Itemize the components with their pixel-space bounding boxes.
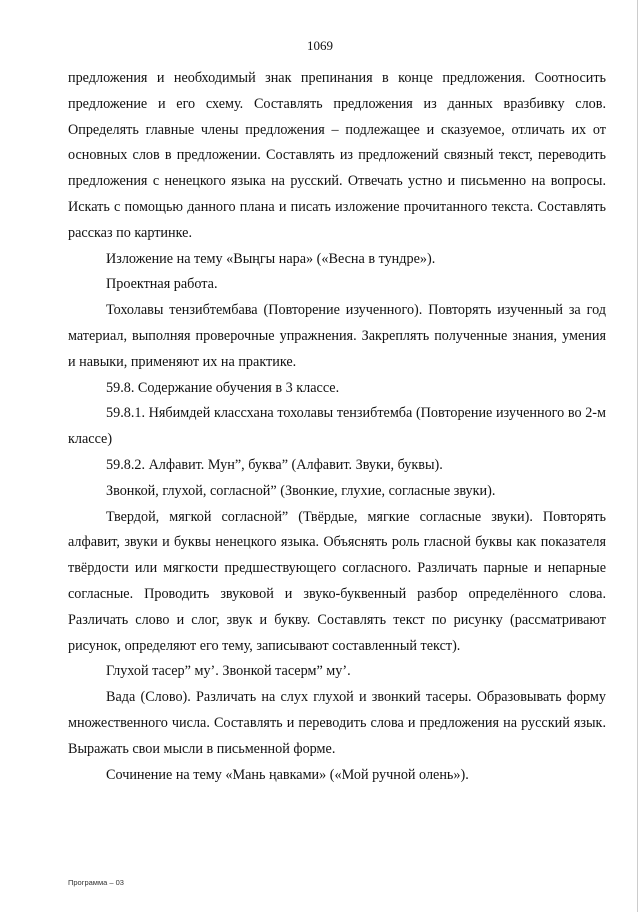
section-heading-59-8-2: 59.8.2. Алфавит. Мун”, буква” (Алфавит. Звуки, буквы). [106,456,443,473]
document-body [68,66,606,788]
page-footer: Программа – 03 [68,878,124,887]
paragraph-review: Тохолавы тензибтембава (Повторение изученного). Повторять изученный за год материал, выполняя проверочные упражнения. Закреплять полученные знания, умения и навыки, применяют их на практике. [68,302,606,370]
page-edge [637,0,638,912]
paragraph-project-work: Проектная работа. [106,276,218,293]
paragraph-hard-soft: Твердой, мягкой согласной” (Твёрдые, мягкие согласные звуки). Повторять алфавит, звуки и буквы ненецкого языка. Объяснять роль гласной буквы как показателя твёрдости или мягкости предшествующего согласного. Различать парные и непарные согласные. Проводить звуковой и звуко-буквенный разбор определённого слова. Различать слово и слог, звук и букву. Составлять текст по рисунку (рассматривают рисунок, определяют его тему, записывают составленный текст). [68,508,606,654]
paragraph-continuation: предложения и необходимый знак препинания в конце предложения. Соотносить предложение и его схему. Составлять предложения из данных вразбивку слов. Определять главные члены предложения – подлежащее и сказуемое, отличать их от основных слов в предложении. Составлять из предложений связный текст, переводить предложения с ненецкого языка на русский. Отвечать устно и письменно на вопросы. Искать с помощью данного плана и писать изложение прочитанного текста. Составлять рассказ по картинке. [68,70,606,241]
paragraph-word: Вада (Слово). Различать на слух глухой и звонкий тасеры. Образовывать форму множественного числа. Составлять и переводить слова и предложения на русский язык. Выражать свои мысли в письменной форме. [68,689,606,757]
page-number: 1069 [307,38,333,53]
paragraph-voiced-voiceless: Звонкой, глухой, согласной” (Звонкие, глухие, согласные звуки). [106,482,496,499]
paragraph-essay-spring: Изложение на тему «Выңгы нара» («Весна в тундре»). [106,250,436,267]
section-heading-59-8-1: 59.8.1. Нябимдей классхана тохолавы тензибтемба (Повторение изученного во 2-м классе) [68,405,606,448]
section-heading-59-8: 59.8. Содержание обучения в 3 классе. [106,379,340,396]
paragraph-tasers: Глухой тасер” му’. Звонкой тасерм” му’. [106,663,351,680]
paragraph-essay-deer: Сочинение на тему «Мань ңавками» («Мой ручной олень»). [106,766,469,783]
